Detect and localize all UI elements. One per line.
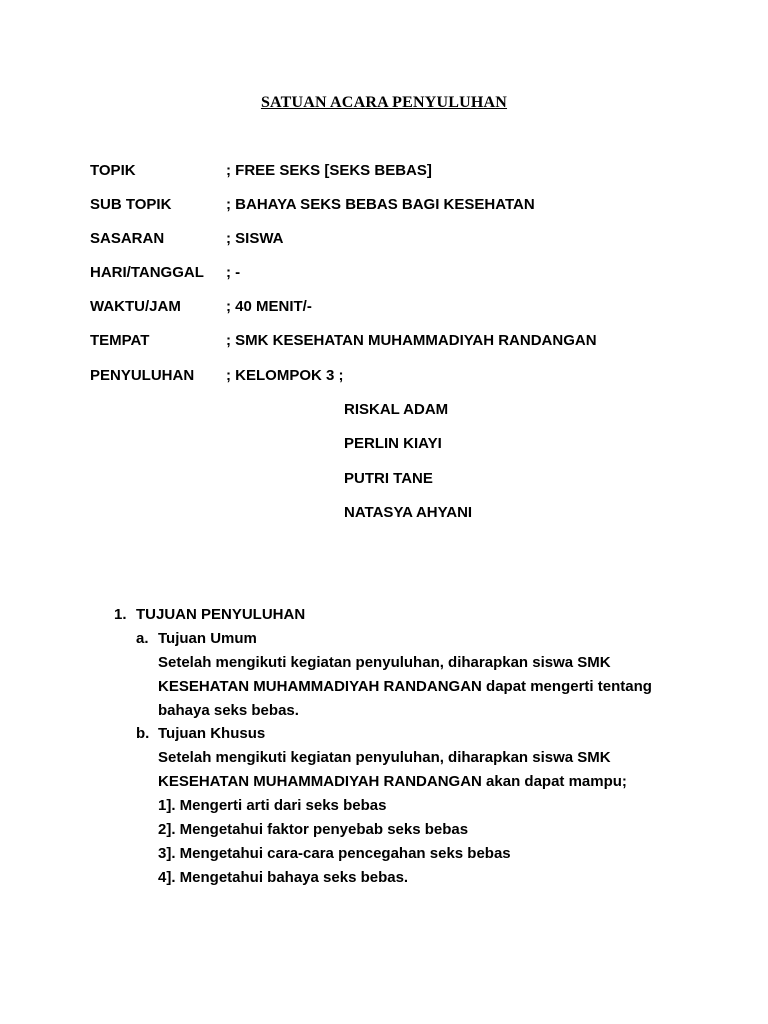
objective-item: 2]. Mengetahui faktor penyebab seks bebas [158,821,469,838]
section-heading-text: TUJUAN PENYULUHAN [136,606,306,623]
info-label: TOPIK [90,162,136,179]
info-value: ; SMK KESEHATAN MUHAMMADIYAH RANDANGAN [226,332,597,349]
member-name: NATASYA AHYANI [344,504,473,521]
paragraph-line: Setelah mengikuti kegiatan penyuluhan, diharapkan siswa SMK [158,749,611,766]
subsection-heading-text: Tujuan Khusus [158,725,266,742]
objective-item: 4]. Mengetahui bahaya seks bebas. [158,869,409,886]
paragraph-line: KESEHATAN MUHAMMADIYAH RANDANGAN akan dapat mampu; [158,773,627,790]
subsection-marker: b. [136,725,150,742]
info-value: ; KELOMPOK 3 ; [226,367,344,384]
member-name: RISKAL ADAM [344,401,449,418]
info-value: ; FREE SEKS [SEKS BEBAS] [226,162,432,179]
info-value: ; SISWA [226,230,284,247]
subsection-marker: a. [136,630,149,647]
info-label: SASARAN [90,230,165,247]
member-name: PERLIN KIAYI [344,435,442,452]
document-title: SATUAN ACARA PENYULUHAN [260,94,508,111]
info-label: TEMPAT [90,332,150,349]
info-label: SUB TOPIK [90,196,172,213]
paragraph-line: Setelah mengikuti kegiatan penyuluhan, diharapkan siswa SMK [158,654,611,671]
section-number: 1. [114,606,127,623]
objective-item: 3]. Mengetahui cara-cara pencegahan seks bebas [158,845,511,862]
subsection-heading-text: Tujuan Umum [158,630,257,647]
info-value: ; BAHAYA SEKS BEBAS BAGI KESEHATAN [226,196,535,213]
objective-item: 1]. Mengerti arti dari seks bebas [158,797,387,814]
member-name: PUTRI TANE [344,470,433,487]
paragraph-line: KESEHATAN MUHAMMADIYAH RANDANGAN dapat mengerti tentang [158,678,652,695]
info-label: PENYULUHAN [90,367,195,384]
info-value: ; - [226,264,241,281]
info-label: WAKTU/JAM [90,298,181,315]
info-value: ; 40 MENIT/- [226,298,312,315]
info-label: HARI/TANGGAL [90,264,204,281]
paragraph-line: bahaya seks bebas. [158,702,299,719]
